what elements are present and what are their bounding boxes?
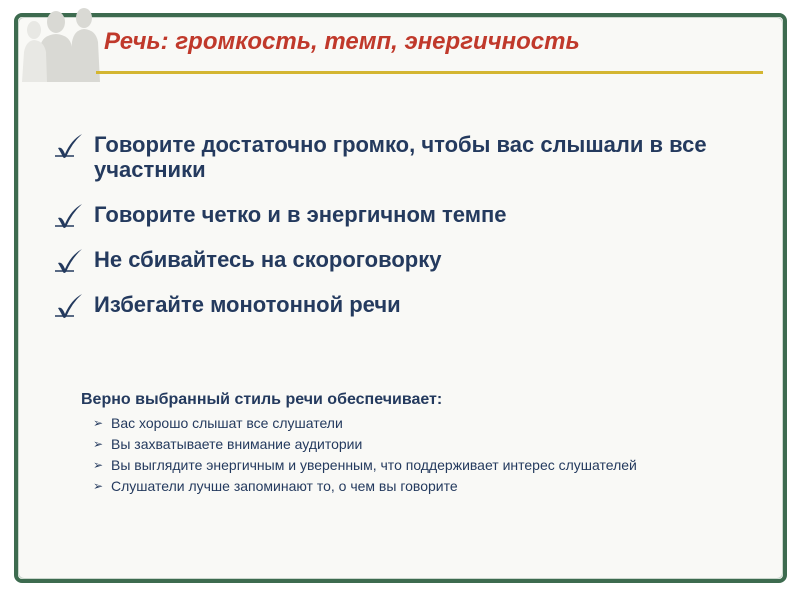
arrow-bullet-icon: ➢: [93, 458, 104, 472]
summary-item-text: Вы выглядите энергичным и уверенным, что поддерживает интерес слушателей: [111, 457, 637, 473]
main-point-text: Избегайте монотонной речи: [94, 292, 401, 317]
arrow-bullet-icon: ➢: [93, 437, 104, 451]
slide-title: Речь: громкость, темп, энергичность: [104, 28, 580, 55]
checkmark-icon: [52, 292, 86, 320]
checkmark-icon: [52, 132, 86, 160]
summary-item: [81, 457, 721, 473]
arrow-bullet-icon: ➢: [93, 479, 104, 493]
summary-item: [81, 478, 721, 494]
main-point: [52, 202, 712, 227]
title-divider: [96, 71, 763, 74]
main-point: [52, 132, 712, 182]
checkmark-icon: [52, 247, 86, 275]
main-points-list: [52, 132, 712, 337]
summary-block: [81, 391, 721, 499]
summary-list: [81, 415, 721, 494]
main-point: [52, 247, 712, 272]
main-point-text: Говорите четко и в энергичном темпе: [94, 202, 507, 227]
checkmark-icon: [52, 202, 86, 230]
summary-item-text: Вас хорошо слышат все слушатели: [111, 415, 343, 431]
summary-item: [81, 415, 721, 431]
main-point-text: Не сбивайтесь на скороговорку: [94, 247, 442, 272]
main-point-text: Говорите достаточно громко, чтобы вас слышали в все участники: [94, 132, 707, 182]
summary-item: [81, 436, 721, 452]
arrow-bullet-icon: ➢: [93, 416, 104, 430]
summary-item-text: Вы захватываете внимание аудитории: [111, 436, 363, 452]
summary-item-text: Слушатели лучше запоминают то, о чем вы говорите: [111, 478, 458, 494]
summary-heading: Верно выбранный стиль речи обеспечивает:: [81, 391, 443, 408]
main-point: [52, 292, 712, 317]
